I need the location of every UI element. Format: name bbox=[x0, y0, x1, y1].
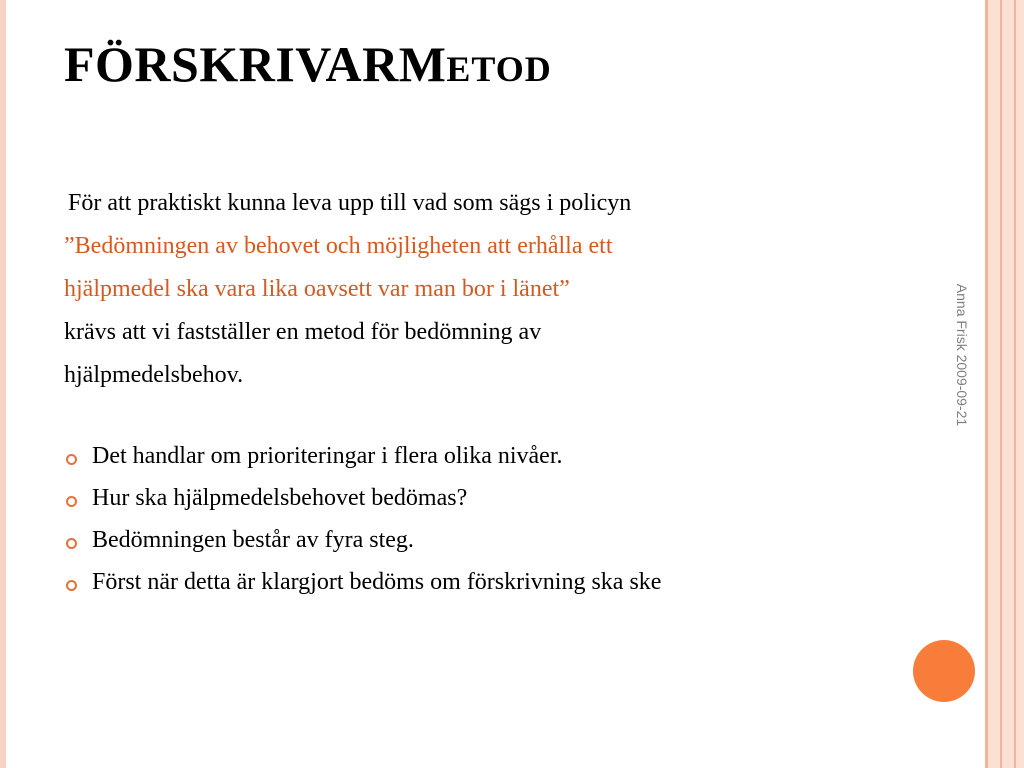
left-frame-border bbox=[0, 0, 6, 768]
title-smallcaps: ETOD bbox=[446, 49, 552, 89]
slide-title bbox=[64, 32, 552, 101]
bullet-text: Det handlar om prioriteringar i flera olika nivåer. bbox=[92, 443, 563, 469]
continuation-line-1: krävs att vi fastställer en metod för bedömning av bbox=[64, 319, 542, 345]
bullet-item bbox=[64, 482, 874, 514]
bullet-circle-icon bbox=[66, 538, 77, 549]
policy-quote-line-1: ”Bedömningen av behovet och möjligheten att erhålla ett bbox=[64, 233, 613, 259]
bullet-circle-icon bbox=[66, 580, 77, 591]
title-main: FÖRSKRIVARM bbox=[64, 36, 447, 92]
continuation-line-2: hjälpmedelsbehov. bbox=[64, 362, 244, 388]
bullet-circle-icon bbox=[66, 496, 77, 507]
bullet-text: Bedömningen består av fyra steg. bbox=[92, 527, 414, 553]
bullet-item bbox=[64, 566, 874, 598]
policy-quote-line-2: hjälpmedel ska vara lika oavsett var man bor i länet” bbox=[64, 276, 570, 302]
right-frame-stripes bbox=[982, 0, 1024, 768]
bullet-text: Först när detta är klargjort bedöms om förskrivning ska ske bbox=[92, 569, 662, 595]
bullet-text: Hur ska hjälpmedelsbehovet bedömas? bbox=[92, 485, 468, 511]
decorative-orange-circle bbox=[913, 640, 975, 702]
slide-body bbox=[64, 182, 884, 397]
bullet-circle-icon bbox=[66, 454, 77, 465]
bullet-item bbox=[64, 440, 874, 472]
bullet-list bbox=[64, 440, 874, 608]
bullet-item bbox=[64, 524, 874, 556]
footer-author-date: Anna Frisk 2009-09-21 bbox=[954, 283, 970, 427]
intro-text: För att praktiskt kunna leva upp till vad som sägs i policyn bbox=[68, 190, 632, 216]
